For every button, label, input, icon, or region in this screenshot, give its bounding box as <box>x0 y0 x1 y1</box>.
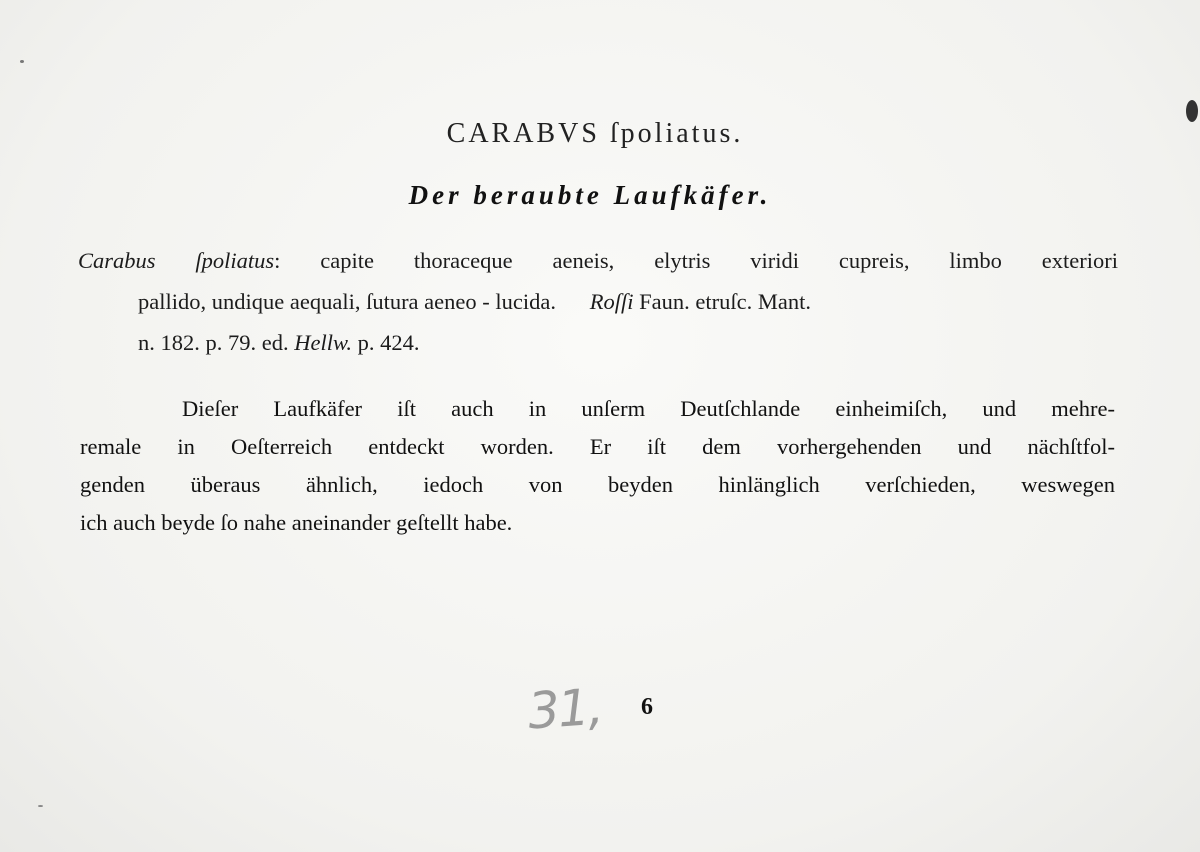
description-text-1: : capite thoraceque aeneis, elytris viridi cupreis, limbo exteriori <box>274 248 1119 273</box>
reference-part-b: p. 424. <box>357 330 420 355</box>
page-title: CARABVS ſpoliatus. <box>446 118 744 149</box>
reference-rossi: Faun. etruſc. Mant. <box>639 289 811 314</box>
body-line-2: remale in Oeſterreich entdeckt worden. Er iſt dem vorhergehenden und nächſtfol- <box>80 434 1115 459</box>
body-line-1: Dieſer Laufkäfer iſt auch in unſerm Deutſchlande einheimiſch, und mehre- <box>182 396 1115 421</box>
author-hellwig: Hellw. <box>294 330 352 355</box>
reference-part-a: n. 182. p. 79. ed. <box>138 330 289 355</box>
species-description <box>78 240 1118 363</box>
page-number: 6 <box>641 694 653 720</box>
body-paragraph <box>80 390 1115 542</box>
scan-speck <box>1186 100 1198 122</box>
handwritten-archive-mark: 31, <box>526 677 604 741</box>
species-name: Carabus ſpoliatus <box>78 248 275 273</box>
description-line-3 <box>78 322 1118 363</box>
body-line-3: genden überaus ähnlich, iedoch von beyden hinlänglich verſchieden, weswegen <box>80 472 1115 497</box>
scan-speck <box>38 805 43 807</box>
body-line-4: ich auch beyde ſo nahe aneinander geſtellt habe. <box>80 510 513 535</box>
scan-speck <box>20 60 24 63</box>
page-subtitle: Der beraubte Laufkäfer. <box>408 180 772 210</box>
description-line-1 <box>78 240 1118 281</box>
author-rossi: Roſſi <box>589 289 634 314</box>
description-text-2: pallido, undique aequali, ſutura aeneo - lucida. <box>138 289 556 314</box>
description-line-2 <box>78 281 1118 322</box>
